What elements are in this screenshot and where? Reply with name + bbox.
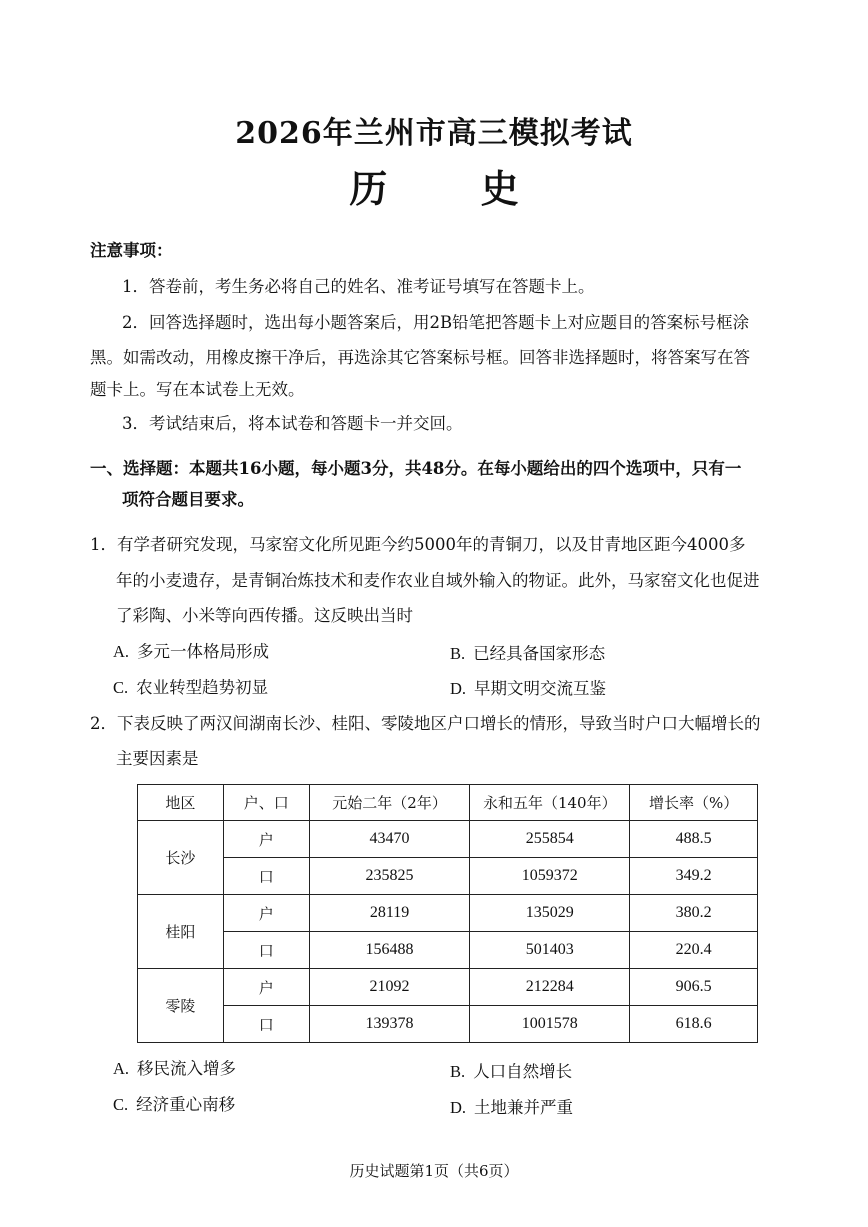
value-year-140: 135029 [470,895,630,932]
notice-item: 黑。如需改动，用橡皮擦干净后，再选涂其它答案标号框。回答非选择题时，将答案写在答 [90,348,750,367]
table-row [138,1006,758,1043]
question-2-text: 2．下表反映了两汉间湖南长沙、桂阳、零陵地区户口增长的情形，导致当时户口大幅增长的 [90,714,761,733]
q2-option-d[interactable]: D. 土地兼并严重 [450,1098,574,1117]
q2-option-a[interactable]: A. 移民流入增多 [113,1059,237,1078]
table-row [138,969,758,1006]
notice-item: 2．回答选择题时，选出每小题答案后，用2B铅笔把答题卡上对应题目的答案标号框涂 [122,313,750,332]
q1-option-b[interactable]: B. 已经具备国家形态 [450,644,606,663]
header-region: 地区 [138,785,224,821]
row-type: 口 [223,858,309,895]
notice-item: 3．考试结束后，将本试卷和答题卡一并交回。 [122,414,463,433]
region-name: 桂阳 [138,895,224,969]
exam-title: 2026年兰州市高三模拟考试 [235,116,633,151]
row-type: 口 [223,1006,309,1043]
table-row [138,821,758,858]
value-rate: 380.2 [630,895,758,932]
value-year-2: 235825 [309,858,470,895]
value-year-2: 28119 [309,895,470,932]
region-name: 零陵 [138,969,224,1043]
value-year-140: 212284 [470,969,630,1006]
row-type: 户 [223,969,309,1006]
q1-option-d[interactable]: D. 早期文明交流互鉴 [450,679,607,698]
table-row [138,858,758,895]
population-table [137,784,758,1043]
value-rate: 220.4 [630,932,758,969]
section-heading-cont: 项符合题目要求。 [122,490,254,509]
question-1-text: 1．有学者研究发现，马家窑文化所见距今约5000年的青铜刀，以及甘青地区距今4000多 [90,535,746,554]
table-row [138,932,758,969]
row-type: 口 [223,932,309,969]
subject-title: 历 史 [349,166,559,211]
header-year-140: 永和五年（140年） [470,785,630,821]
value-rate: 618.6 [630,1006,758,1043]
value-rate: 349.2 [630,858,758,895]
value-year-2: 139378 [309,1006,470,1043]
value-year-140: 255854 [470,821,630,858]
notice-item: 1．答卷前，考生务必将自己的姓名、准考证号填写在答题卡上。 [122,277,595,296]
value-rate: 488.5 [630,821,758,858]
region-name: 长沙 [138,821,224,895]
header-type: 户、口 [223,785,309,821]
q1-option-a[interactable]: A. 多元一体格局形成 [113,642,270,661]
question-2-text: 主要因素是 [116,749,199,768]
row-type: 户 [223,821,309,858]
value-year-140: 501403 [470,932,630,969]
header-year-2: 元始二年（2年） [309,785,470,821]
value-year-2: 21092 [309,969,470,1006]
value-year-140: 1059372 [470,858,630,895]
value-year-2: 43470 [309,821,470,858]
q1-option-c[interactable]: C. 农业转型趋势初显 [113,678,269,697]
value-year-140: 1001578 [470,1006,630,1043]
value-year-2: 156488 [309,932,470,969]
question-1-text: 了彩陶、小米等向西传播。这反映出当时 [116,606,413,625]
q2-option-b[interactable]: B. 人口自然增长 [450,1062,573,1081]
question-1-text: 年的小麦遗存，是青铜冶炼技术和麦作农业自域外输入的物证。此外，马家窑文化也促进 [116,571,760,590]
header-growth-rate: 增长率（%） [630,785,758,821]
notice-item: 题卡上。写在本试卷上无效。 [90,380,305,399]
row-type: 户 [223,895,309,932]
q2-option-c[interactable]: C. 经济重心南移 [113,1095,236,1114]
page-footer: 历史试题第1页（共6页） [349,1162,519,1180]
value-rate: 906.5 [630,969,758,1006]
section-heading: 一、选择题：本题共16小题，每小题3分，共48分。在每小题给出的四个选项中，只有一 [90,459,742,478]
table-row [138,895,758,932]
notice-heading: 注意事项： [90,241,173,260]
table-header-row [138,785,758,821]
